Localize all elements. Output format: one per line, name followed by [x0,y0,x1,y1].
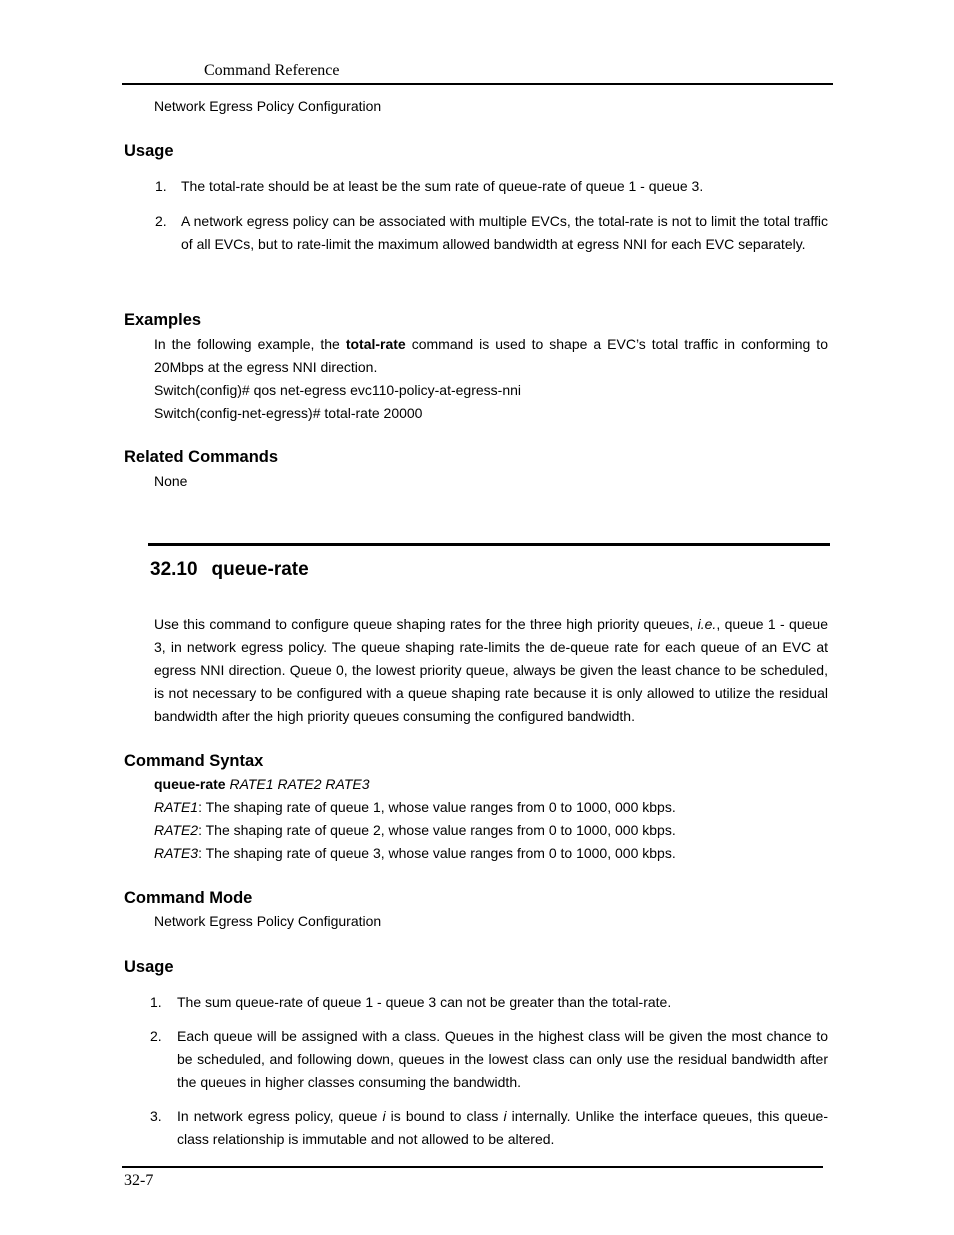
section-number: 32.10 [150,559,198,580]
param-rate1: RATE1: The shaping rate of queue 1, whose value ranges from 0 to 1000, 000 kbps. [154,799,676,815]
header-subtitle: Network Egress Policy Configuration [154,98,382,114]
section-name: queue-rate [211,559,309,580]
param-rate3: RATE3: The shaping rate of queue 3, whose value ranges from 0 to 1000, 000 kbps. [154,845,676,861]
related-commands-text: None [154,473,188,489]
section-title [150,559,309,581]
usage2-item1-num: 1. [150,994,162,1010]
command-syntax-heading: Command Syntax [124,752,264,770]
usage2-item1: The sum queue-rate of queue 1 - queue 3 can not be greater than the total-rate. [177,994,672,1010]
usage2-item3-num: 3. [150,1108,162,1124]
examples-intro: In the following example, the total-rate command is used to shape a EVC’s total traffic in conforming to 20Mbps at the egress NNI direction. [154,336,828,375]
usage-heading: Usage [124,142,174,160]
param-rate2: RATE2: The shaping rate of queue 2, whose value ranges from 0 to 1000, 000 kbps. [154,822,676,838]
page-number: 32-7 [124,1172,154,1189]
related-commands-heading: Related Commands [124,448,279,466]
usage2-item2: Each queue will be assigned with a class. Queues in the highest class will be given the most chance to be scheduled, and following down, queues in the lowest class can only use the residual bandwidth after the queues in higher classes consuming the bandwidth. [177,1028,828,1090]
syntax-line: queue-rate RATE1 RATE2 RATE3 [154,776,370,792]
section-rule [148,543,830,546]
usage1-item2-num: 2. [155,213,167,229]
footer-rule [122,1166,823,1168]
usage2-item2-num: 2. [150,1028,162,1044]
command-mode-text: Network Egress Policy Configuration [154,913,382,929]
usage1-item2: A network egress policy can be associated with multiple EVCs, the total-rate is not to limit the total traffic of all EVCs, but to rate-limit the maximum allowed bandwidth at egress NNI for each EVC separately. [181,213,828,252]
usage1-item1: The total-rate should be at least be the sum rate of queue-rate of queue 1 - queue 3. [181,178,704,194]
usage2-item3: In network egress policy, queue i is bound to class i internally. Unlike the interface queues, this queue-class relationship is immutable and not allowed to be altered. [177,1108,828,1147]
total-rate-keyword: total-rate [345,336,406,352]
header-rule [122,83,833,85]
usage2-heading: Usage [124,958,174,976]
examples-heading: Examples [124,311,202,329]
command-mode-heading: Command Mode [124,889,253,907]
section-description: Use this command to configure queue shaping rates for the three high priority queues, i.e., queue 1 - queue 3, in network egress policy. The queue shaping rate-limits the de-queue rate for each queue of an EVC at egress NNI direction. Queue 0, the lowest priority queue, always be given the least chance to be scheduled, is not necessary to be configured with a queue shaping rate because it is only allowed to utilize the residual bandwidth after the high priority queues consuming the configured bandwidth. [154,616,828,724]
example-command-2: Switch(config-net-egress)# total-rate 20000 [154,405,423,421]
running-header: Command Reference [204,62,340,79]
usage1-item1-num: 1. [155,178,167,194]
example-command-1: Switch(config)# qos net-egress evc110-policy-at-egress-nni [154,382,522,398]
